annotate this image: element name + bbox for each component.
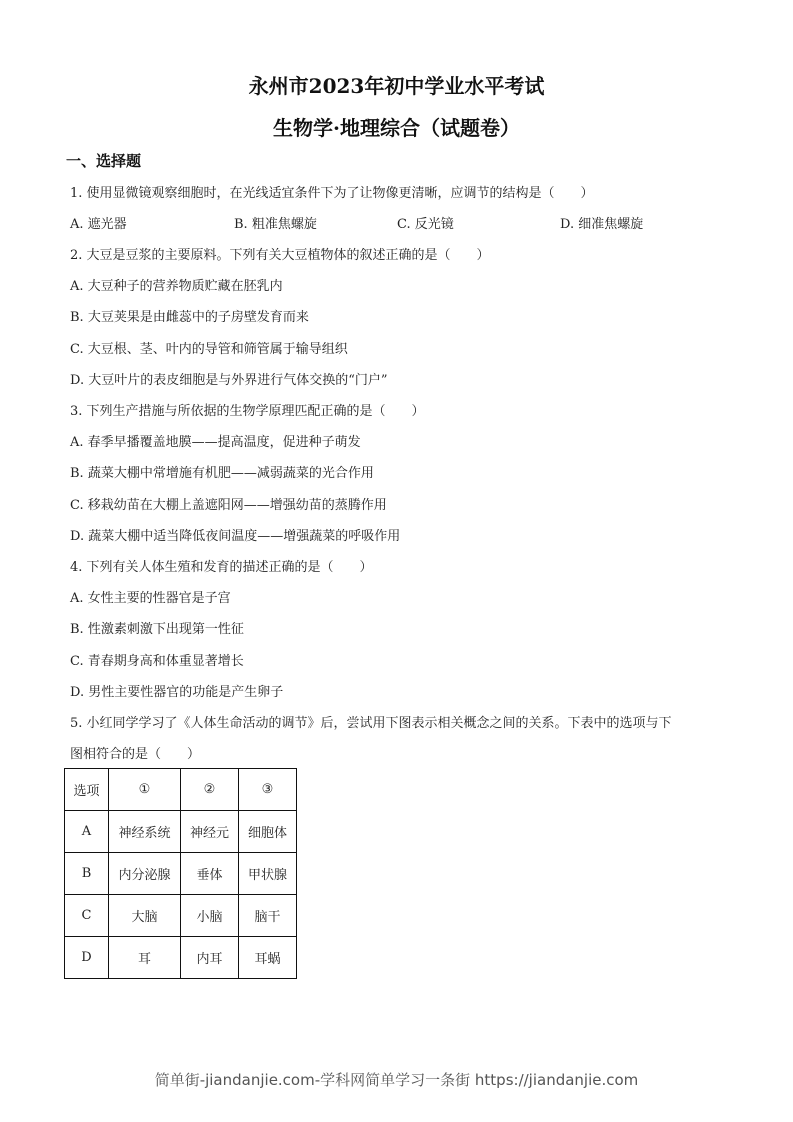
question-1-options <box>70 213 710 233</box>
q1-option-c: C. 反光镜 <box>397 217 454 232</box>
q3-option-b: B. 蔬菜大棚中常增施有机肥——减弱蔬菜的光合作用 <box>70 466 374 481</box>
table-row <box>65 895 297 937</box>
table-cell: B <box>65 853 109 895</box>
footer-watermark: 简单街-jiandanjie.com-学科网简单学习一条街 https://jiandanjie.com <box>154 1071 639 1089</box>
options-table <box>64 768 297 979</box>
table-cell: 小脑 <box>181 895 239 937</box>
table-cell: C <box>65 895 109 937</box>
table-header-cell: ② <box>181 769 239 811</box>
table-header-cell: ③ <box>239 769 297 811</box>
question-2-stem: 2. 大豆是豆浆的主要原料。下列有关大豆植物体的叙述正确的是（ ） <box>70 248 490 263</box>
q2-option-b: B. 大豆荚果是由雌蕊中的子房壁发育而来 <box>70 310 309 325</box>
q4-option-d: D. 男性主要性器官的功能是产生卵子 <box>70 685 284 700</box>
table-cell: 神经系统 <box>109 811 181 853</box>
q4-option-a: A. 女性主要的性器官是子宫 <box>70 591 231 606</box>
table-cell: 垂体 <box>181 853 239 895</box>
q2-option-d: D. 大豆叶片的表皮细胞是与外界进行气体交换的“门户” <box>70 373 388 388</box>
table-header-cell: ① <box>109 769 181 811</box>
exam-title: 永州市2023年初中学业水平考试 <box>248 74 545 98</box>
table-cell: 大脑 <box>109 895 181 937</box>
table-cell: D <box>65 937 109 979</box>
q3-option-a: A. 春季早播覆盖地膜——提高温度，促进种子萌发 <box>70 435 361 450</box>
question-4-stem: 4. 下列有关人体生殖和发育的描述正确的是（ ） <box>70 560 373 575</box>
table-cell: 耳 <box>109 937 181 979</box>
q2-option-a: A. 大豆种子的营养物质贮藏在胚乳内 <box>70 279 283 294</box>
table-cell: 内分泌腺 <box>109 853 181 895</box>
table-cell: 细胞体 <box>239 811 297 853</box>
q1-option-b: B. 粗准焦螺旋 <box>234 217 317 232</box>
q2-option-c: C. 大豆根、茎、叶内的导管和筛管属于输导组织 <box>70 342 348 357</box>
table-cell: 耳蜗 <box>239 937 297 979</box>
table-cell: 内耳 <box>181 937 239 979</box>
q1-option-d: D. 细准焦螺旋 <box>560 217 644 232</box>
question-1-stem: 1. 使用显微镜观察细胞时，在光线适宜条件下为了让物像更清晰，应调节的结构是（ ） <box>70 186 594 201</box>
table-header-row <box>65 769 297 811</box>
table-cell: A <box>65 811 109 853</box>
table-row <box>65 811 297 853</box>
table-header-cell: 选项 <box>65 769 109 811</box>
section-heading: 一、选择题 <box>66 152 142 170</box>
question-3-stem: 3. 下列生产措施与所依据的生物学原理匹配正确的是（ ） <box>70 404 425 419</box>
q1-option-a: A. 遮光器 <box>70 217 127 232</box>
table-cell: 甲状腺 <box>239 853 297 895</box>
question-5-stem-line2: 图相符合的是（ ） <box>70 747 201 762</box>
exam-subtitle: 生物学·地理综合（试题卷） <box>273 116 520 140</box>
q3-option-d: D. 蔬菜大棚中适当降低夜间温度——增强蔬菜的呼吸作用 <box>70 529 401 544</box>
question-5-stem-line1: 5. 小红同学学习了《人体生命活动的调节》后，尝试用下图表示相关概念之间的关系。下表中的选项与下 <box>70 716 672 731</box>
table-cell: 神经元 <box>181 811 239 853</box>
table-row <box>65 853 297 895</box>
table-cell: 脑干 <box>239 895 297 937</box>
table-row <box>65 937 297 979</box>
q4-option-c: C. 青春期身高和体重显著增长 <box>70 654 244 669</box>
q4-option-b: B. 性激素刺激下出现第一性征 <box>70 622 244 637</box>
q3-option-c: C. 移栽幼苗在大棚上盖遮阳网——增强幼苗的蒸腾作用 <box>70 498 387 513</box>
